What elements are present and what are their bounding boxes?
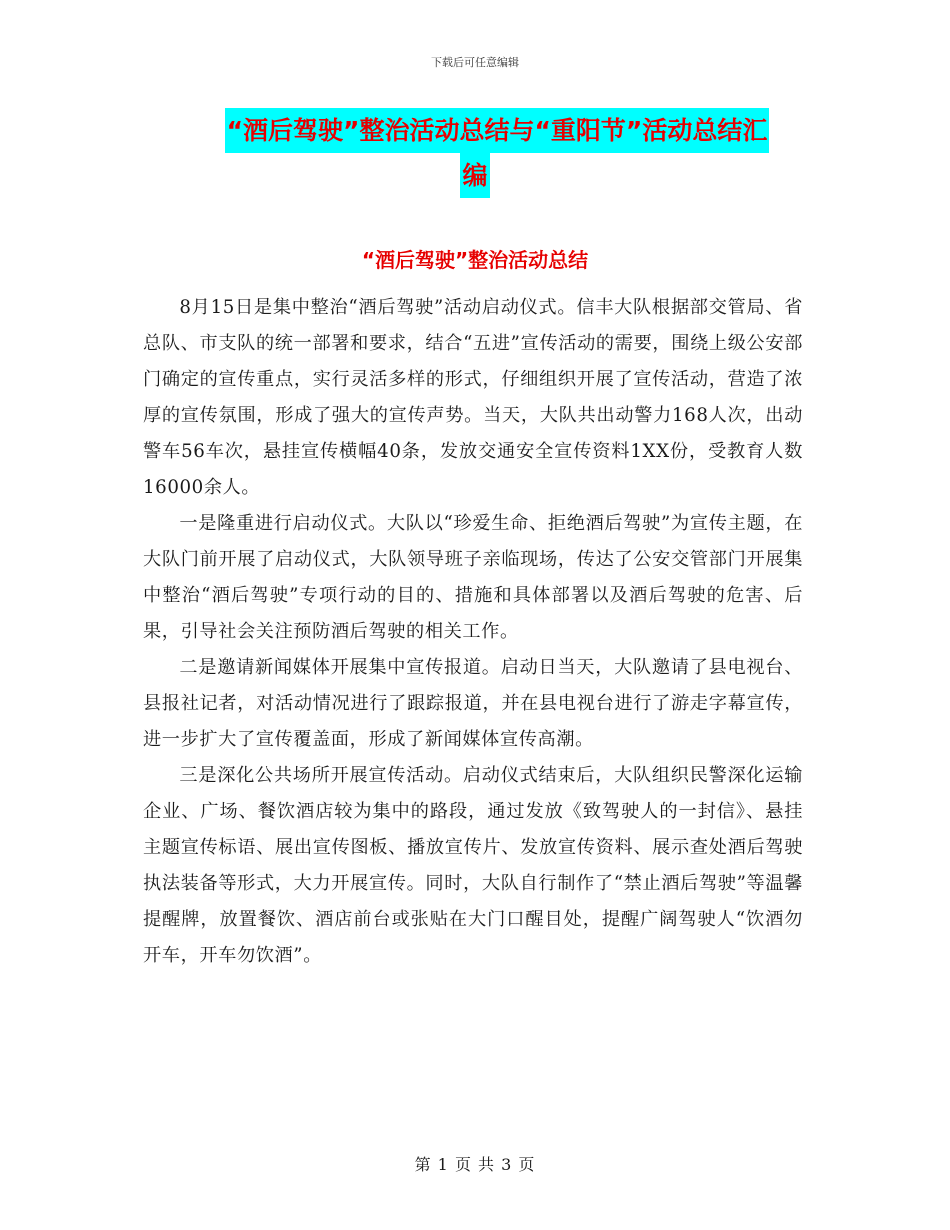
- paragraph: 一是隆重进行启动仪式。大队以“珍爱生命、拒绝酒后驾驶”为宣传主题，在大队门前开展了启动仪式，大队领导班子亲临现场，传达了公安交管部门开展集中整治“酒后驾驶”专项行动的目的、措施和具体部署以及酒后驾驶的危害、后果，引导社会关注预防酒后驾驶的相关工作。: [143, 513, 803, 642]
- document-title-line1: “酒后驾驶”整治活动总结与“重阳节”活动总结汇: [225, 108, 770, 153]
- body-text: [143, 290, 803, 974]
- page-header-note: 下载后可任意编辑: [431, 56, 519, 69]
- paragraph: 三是深化公共场所开展宣传活动。启动仪式结束后，大队组织民警深化运输企业、广场、餐饮酒店较为集中的路段，通过发放《致驾驶人的一封信》、悬挂主题宣传标语、展出宣传图板、播放宣传片、发放宣传资料、展示查处酒后驾驶执法装备等形式，大力开展宣传。同时，大队自行制作了“禁止酒后驾驶”等温馨提醒牌，放置餐饮、酒店前台或张贴在大门口醒目处，提醒广阔驾驶人“饮酒勿开车，开车勿饮酒”。: [143, 765, 803, 966]
- section-title: “酒后驾驶”整治活动总结: [361, 248, 589, 272]
- paragraph: 8月15日是集中整治“酒后驾驶”活动启动仪式。信丰大队根据部交管局、省总队、市支队的统一部署和要求，结合“五进”宣传活动的需要，围绕上级公安部门确定的宣传重点，实行灵活多样的形式，仔细组织开展了宣传活动，营造了浓厚的宣传氛围，形成了强大的宣传声势。当天，大队共出动警力168人次，出动警车56车次，悬挂宣传横幅40条，发放交通安全宣传资料1XX份，受教育人数16000余人。: [143, 297, 803, 498]
- paragraph: 二是邀请新闻媒体开展集中宣传报道。启动日当天，大队邀请了县电视台、县报社记者，对活动情况进行了跟踪报道，并在县电视台进行了游走字幕宣传，进一步扩大了宣传覆盖面，形成了新闻媒体宣传高潮。: [143, 657, 803, 750]
- page-footer: 第 1 页 共 3 页: [414, 1155, 536, 1174]
- document-title-line2: 编: [460, 153, 489, 198]
- document-title: [0, 108, 950, 198]
